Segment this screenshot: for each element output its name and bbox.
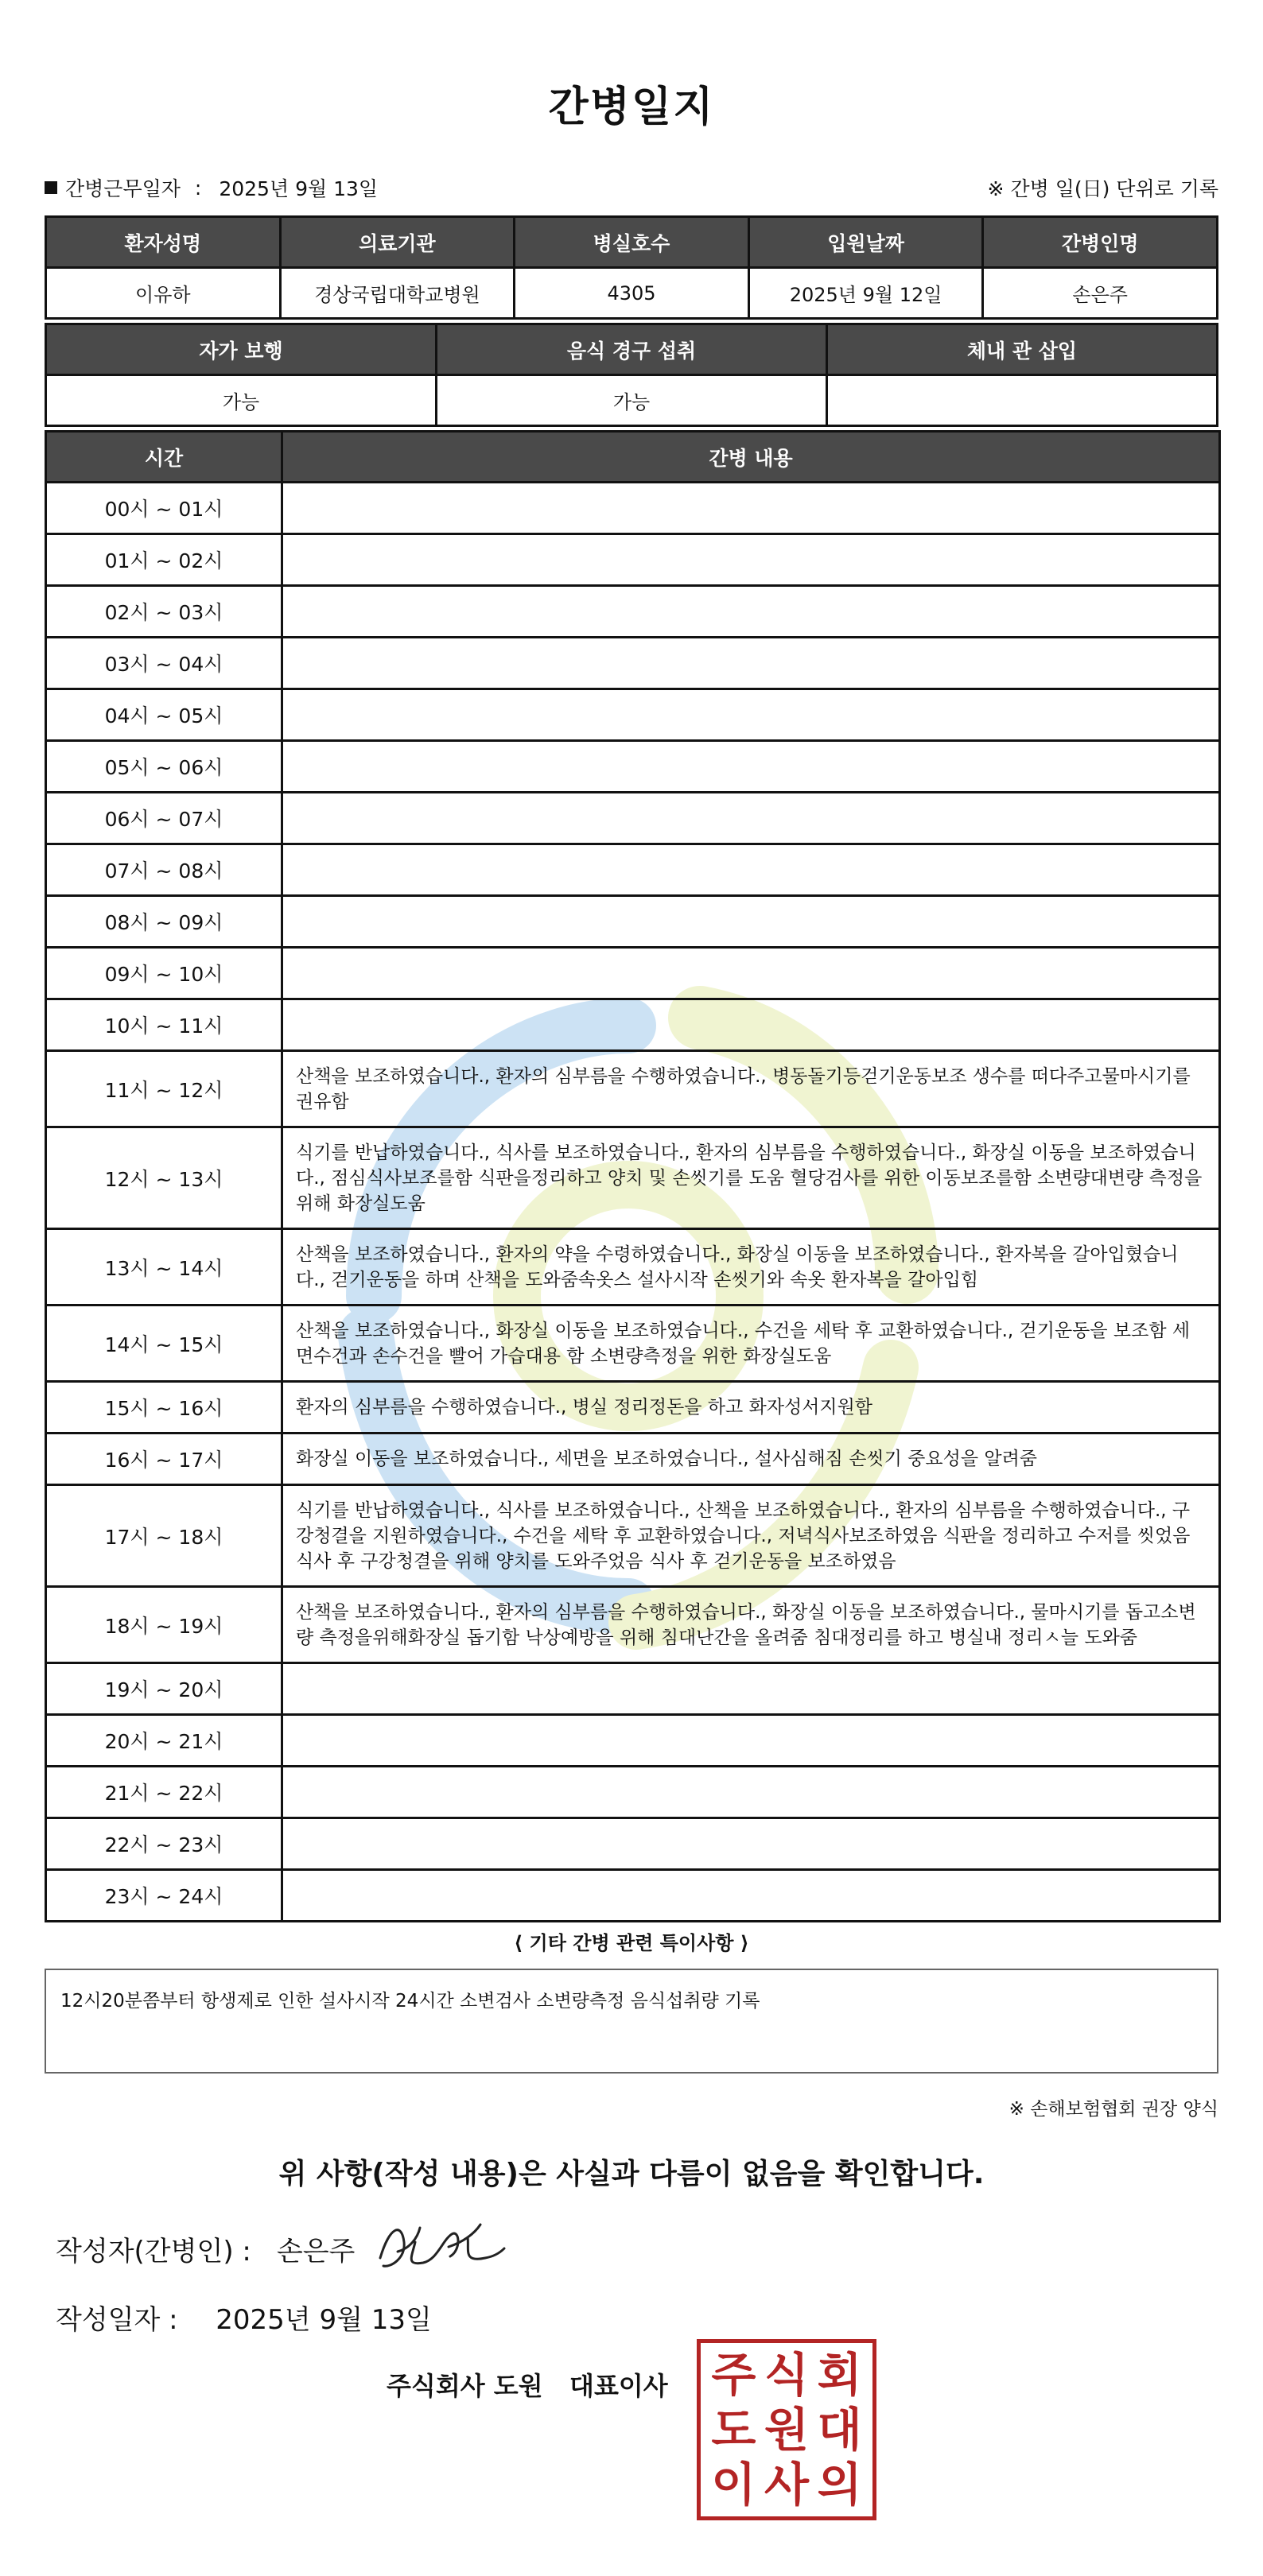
content-cell	[282, 793, 1220, 844]
header-room: 병실호수	[515, 217, 749, 268]
seal-char: 원	[764, 2402, 809, 2457]
content-cell: 산책을 보조하였습니다., 환자의 심부름을 수행하였습니다., 화장실 이동을 보조하였습니다., 물마시기를 돕고소변량 측정을위해화장실 돕기함 낙상예방을 위해 침대난간을 올려줌 침대정리를 하고 병실내 정리ㅅ늘 도와줌	[282, 1587, 1220, 1663]
content-cell	[282, 741, 1220, 793]
header-caregiver: 간병인명	[983, 217, 1218, 268]
time-cell: 10시 ~ 11시	[46, 999, 282, 1051]
seal-char: 도	[711, 2402, 756, 2457]
table-row	[46, 1715, 1220, 1767]
table-row	[46, 741, 1220, 793]
other-notes-box: 12시20분쯤부터 항생제로 인한 설사시작 24시간 소변검사 소변량측정 음식섭취량 기록	[45, 1969, 1218, 2074]
company-seal	[697, 2339, 876, 2520]
tube-value	[827, 375, 1218, 426]
content-cell	[282, 586, 1220, 638]
caregiver-name: 손은주	[983, 268, 1218, 319]
document-title: 간병일지	[548, 83, 715, 131]
time-cell: 09시 ~ 10시	[46, 948, 282, 999]
time-cell: 07시 ~ 08시	[46, 844, 282, 896]
time-cell: 08시 ~ 09시	[46, 896, 282, 948]
author-label: 작성자(간병인) :	[56, 2236, 251, 2268]
table-row	[46, 1663, 1220, 1715]
time-cell: 23시 ~ 24시	[46, 1870, 282, 1922]
care-log-table	[45, 430, 1221, 1922]
table-row	[46, 689, 1220, 741]
write-date-value: 2025년 9월 13일	[216, 2304, 432, 2336]
table-row	[46, 534, 1220, 586]
time-cell: 01시 ~ 02시	[46, 534, 282, 586]
table-row	[46, 1818, 1220, 1870]
table-row	[46, 1051, 1220, 1127]
work-date-label: 간병근무일자	[65, 177, 181, 200]
time-cell: 05시 ~ 06시	[46, 741, 282, 793]
company-representative: 주식회사 도원 대표이사	[387, 2371, 668, 2401]
content-cell	[282, 1818, 1220, 1870]
header-patient-name: 환자성명	[46, 217, 281, 268]
oral-intake-value: 가능	[437, 375, 827, 426]
write-date-label: 작성일자 :	[56, 2304, 178, 2336]
time-cell: 22시 ~ 23시	[46, 1818, 282, 1870]
seal-char: 대	[817, 2402, 862, 2457]
table-row	[46, 896, 1220, 948]
content-cell	[282, 948, 1220, 999]
room-number: 4305	[515, 268, 749, 319]
header-hospital: 의료기관	[280, 217, 515, 268]
seal-char: 회	[817, 2348, 862, 2403]
ability-table	[45, 323, 1218, 427]
table-row	[46, 1127, 1220, 1229]
write-date-line	[56, 2298, 432, 2337]
time-cell: 13시 ~ 14시	[46, 1229, 282, 1305]
table-row	[46, 793, 1220, 844]
admit-date: 2025년 9월 12일	[748, 268, 983, 319]
content-cell	[282, 534, 1220, 586]
seal-char: 주	[711, 2348, 756, 2403]
content-cell: 산책을 보조하였습니다., 환자의 약을 수령하였습니다., 화장실 이동을 보조하였습니다., 환자복을 갈아입혔습니다., 걷기운동을 하며 산책을 도와줌속옷스 설사시작 손씻기와 속옷 환자복을 갈아입힘	[282, 1229, 1220, 1305]
content-cell: 산책을 보조하였습니다., 화장실 이동을 보조하였습니다., 수건을 세탁 후 교환하였습니다., 걷기운동을 보조함 세면수건과 손수건을 빨어 가습대용 함 소변량측정을 위한 화장실도움	[282, 1305, 1220, 1382]
content-cell	[282, 1767, 1220, 1818]
work-date-sep: :	[194, 176, 202, 200]
confirm-statement: 위 사항(작성 내용)은 사실과 다름이 없음을 확인합니다.	[278, 2158, 985, 2190]
table-row	[46, 1433, 1220, 1485]
table-row	[46, 483, 1220, 534]
content-cell	[282, 1663, 1220, 1715]
table-row	[46, 1305, 1220, 1382]
time-cell: 14시 ~ 15시	[46, 1305, 282, 1382]
header-admit-date: 입원날짜	[748, 217, 983, 268]
header-care-content: 간병 내용	[282, 432, 1220, 483]
time-cell: 03시 ~ 04시	[46, 638, 282, 689]
table-row	[46, 586, 1220, 638]
unit-note: ※ 간병 일(日) 단위로 기록	[987, 177, 1218, 200]
table-row	[46, 1587, 1220, 1663]
time-cell: 17시 ~ 18시	[46, 1485, 282, 1587]
content-cell: 화장실 이동을 보조하였습니다., 세면을 보조하였습니다., 설사심해짐 손씻기 중요성을 알려줌	[282, 1433, 1220, 1485]
table-row	[46, 1767, 1220, 1818]
header-oral-intake: 음식 경구 섭취	[437, 324, 827, 375]
patient-name: 이유하	[46, 268, 281, 319]
seal-char: 이	[711, 2457, 756, 2512]
seal-char: 사	[764, 2457, 809, 2512]
time-cell: 18시 ~ 19시	[46, 1587, 282, 1663]
content-cell	[282, 896, 1220, 948]
header-self-walk: 자가 보행	[46, 324, 437, 375]
time-cell: 11시 ~ 12시	[46, 1051, 282, 1127]
content-cell	[282, 1715, 1220, 1767]
content-cell: 환자의 심부름을 수행하였습니다., 병실 정리정돈을 하고 화자성서지원함	[282, 1382, 1220, 1433]
table-row	[46, 999, 1220, 1051]
content-cell: 산책을 보조하였습니다., 환자의 심부름을 수행하였습니다., 병동돌기등걷기운동보조 생수를 떠다주고물마시기를 권유함	[282, 1051, 1220, 1127]
author-line	[56, 2229, 355, 2268]
header-time: 시간	[46, 432, 282, 483]
time-cell: 21시 ~ 22시	[46, 1767, 282, 1818]
content-cell	[282, 1870, 1220, 1922]
table-row	[46, 948, 1220, 999]
work-date-value: 2025년 9월 13일	[219, 177, 379, 200]
hospital-name: 경상국립대학교병원	[280, 268, 515, 319]
content-cell	[282, 999, 1220, 1051]
table-row	[46, 1229, 1220, 1305]
recommend-note: ※ 손해보험협회 권장 양식	[1008, 2099, 1218, 2120]
time-cell: 15시 ~ 16시	[46, 1382, 282, 1433]
bullet-square-icon	[45, 181, 57, 194]
content-cell: 식기를 반납하였습니다., 식사를 보조하였습니다., 환자의 심부름을 수행하였습니다., 화장실 이동을 보조하였습니다., 점심식사보조를함 식판을정리하고 양치 및 손씻기를 도움 혈당검사를 위한 이동보조를함 소변량대변량 측정을 위해 화장실도움	[282, 1127, 1220, 1229]
table-row	[46, 844, 1220, 896]
patient-info-table	[45, 215, 1218, 320]
table-row	[46, 638, 1220, 689]
content-cell	[282, 483, 1220, 534]
seal-char: 의	[817, 2457, 862, 2512]
author-name: 손은주	[276, 2236, 356, 2268]
time-cell: 06시 ~ 07시	[46, 793, 282, 844]
time-cell: 12시 ~ 13시	[46, 1127, 282, 1229]
table-row	[46, 1485, 1220, 1587]
time-cell: 00시 ~ 01시	[46, 483, 282, 534]
other-notes-title: ⟨ 기타 간병 관련 특이사항 ⟩	[514, 1932, 749, 1954]
work-date-line	[45, 173, 1218, 205]
time-cell: 20시 ~ 21시	[46, 1715, 282, 1767]
table-row	[46, 1870, 1220, 1922]
content-cell	[282, 638, 1220, 689]
handwritten-signature	[374, 2210, 509, 2282]
content-cell: 식기를 반납하였습니다., 식사를 보조하였습니다., 산책을 보조하였습니다., 환자의 심부름을 수행하였습니다., 구강청결을 지원하였습니다., 수건을 세탁 후 교환하였습니다., 저녁식사보조하였음 식판을 정리하고 수저를 씻었음 식사 후 구강청결을 위해 양치를 도와주었음 식사 후 걷기운동을 보조하였음	[282, 1485, 1220, 1587]
time-cell: 02시 ~ 03시	[46, 586, 282, 638]
time-cell: 19시 ~ 20시	[46, 1663, 282, 1715]
time-cell: 16시 ~ 17시	[46, 1433, 282, 1485]
self-walk-value: 가능	[46, 375, 437, 426]
table-row	[46, 1382, 1220, 1433]
header-tube: 체내 관 삽입	[827, 324, 1218, 375]
seal-char: 식	[764, 2348, 809, 2403]
content-cell	[282, 689, 1220, 741]
content-cell	[282, 844, 1220, 896]
time-cell: 04시 ~ 05시	[46, 689, 282, 741]
